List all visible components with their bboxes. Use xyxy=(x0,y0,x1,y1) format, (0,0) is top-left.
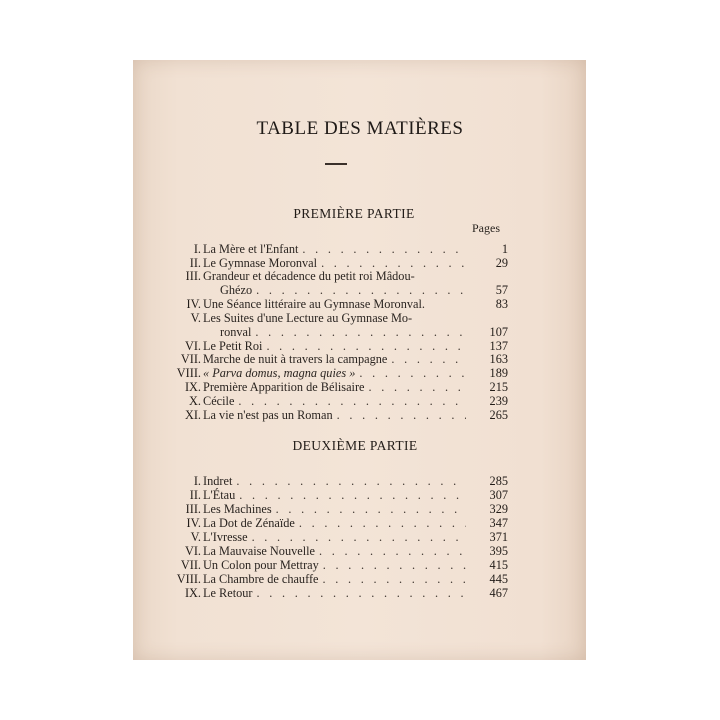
chapter-title: Le Retour xyxy=(203,586,253,600)
toc-entry xyxy=(148,502,508,516)
chapter-title: Une Séance littéraire au Gymnase Moronval. xyxy=(203,297,425,311)
chapter-title: « Parva domus, magna quies » xyxy=(203,366,356,380)
leader-dots xyxy=(319,544,466,558)
page-title: TABLE DES MATIÈRES xyxy=(256,118,464,139)
page-number: 215 xyxy=(489,380,508,394)
page-number: 395 xyxy=(489,544,508,558)
chapter-number: I. xyxy=(193,242,201,256)
page-number: 265 xyxy=(489,408,508,422)
leader-dots xyxy=(236,474,466,488)
leader-dots xyxy=(369,380,466,394)
chapter-title: Première Apparition de Bélisaire xyxy=(203,380,365,394)
part-heading-deuxieme: DEUXIÈME PARTIE xyxy=(292,438,418,453)
chapter-number: VIII. xyxy=(176,366,201,380)
toc-entry xyxy=(148,311,508,325)
toc-entry xyxy=(148,558,508,572)
chapter-title: La Mauvaise Nouvelle xyxy=(203,544,315,558)
page-number: 445 xyxy=(489,572,508,586)
page-number: 137 xyxy=(489,339,508,353)
chapter-number: II. xyxy=(189,256,201,270)
page-number: 467 xyxy=(489,586,508,600)
toc-entry xyxy=(148,544,508,558)
leader-dots xyxy=(337,408,466,422)
toc-entry xyxy=(148,586,508,600)
chapter-number: XI. xyxy=(184,408,201,422)
chapter-number: V. xyxy=(190,311,201,325)
chapter-number: IX. xyxy=(184,586,201,600)
title-divider xyxy=(325,163,347,165)
chapter-title: Un Colon pour Mettray xyxy=(203,558,319,572)
page-number: 107 xyxy=(489,325,508,339)
toc-entry xyxy=(148,530,508,544)
leader-dots xyxy=(323,572,466,586)
leader-dots xyxy=(252,530,466,544)
page-number: 415 xyxy=(489,558,508,572)
chapter-number: V. xyxy=(190,530,201,544)
chapter-number: IV. xyxy=(186,516,201,530)
chapter-title: L'Ivresse xyxy=(203,530,248,544)
pages-column-label: Pages xyxy=(472,221,500,235)
page-number: 307 xyxy=(489,488,508,502)
page-number: 163 xyxy=(489,352,508,366)
chapter-title: La Mère et l'Enfant xyxy=(203,242,299,256)
chapter-title: L'Étau xyxy=(203,488,236,502)
chapter-title: Le Petit Roi xyxy=(203,339,263,353)
page-number: 189 xyxy=(489,366,508,380)
chapter-number: VI. xyxy=(184,544,201,558)
chapter-title: La Chambre de chauffe xyxy=(203,572,319,586)
toc-entry xyxy=(148,488,508,502)
chapter-title: Cécile xyxy=(203,394,235,408)
chapter-title: Marche de nuit à travers la campagne xyxy=(203,352,388,366)
toc-entry xyxy=(148,366,508,380)
page-number: 29 xyxy=(495,256,508,270)
leader-dots xyxy=(255,325,466,339)
toc-entry-continuation xyxy=(148,283,508,297)
chapter-title: Les Suites d'une Lecture au Gymnase Mo- xyxy=(203,311,413,325)
chapter-title: Les Machines xyxy=(203,502,272,516)
toc-entry xyxy=(148,380,508,394)
leader-dots xyxy=(257,586,466,600)
chapter-title: Indret xyxy=(203,474,233,488)
toc-entry xyxy=(148,256,508,270)
leader-dots xyxy=(391,352,466,366)
toc-entry xyxy=(148,269,508,283)
leader-dots xyxy=(359,366,466,380)
toc-entry xyxy=(148,474,508,488)
chapter-number: IX. xyxy=(184,380,201,394)
chapter-number: X. xyxy=(189,394,201,408)
chapter-number: VI. xyxy=(184,339,201,353)
chapter-title: Grandeur et décadence du petit roi Mâdou- xyxy=(203,269,415,283)
toc-entry xyxy=(148,572,508,586)
chapter-number: VII. xyxy=(180,352,201,366)
chapter-title-continuation: Ghézo xyxy=(220,283,253,297)
leader-dots xyxy=(276,502,466,516)
chapter-title-continuation: ronval xyxy=(220,325,252,339)
page-number: 329 xyxy=(489,502,508,516)
chapter-title: La vie n'est pas un Roman xyxy=(203,408,333,422)
toc-entry xyxy=(148,339,508,353)
leader-dots xyxy=(321,256,466,270)
toc-entry xyxy=(148,352,508,366)
chapter-number: IV. xyxy=(186,297,201,311)
toc-entry xyxy=(148,408,508,422)
leader-dots xyxy=(266,339,466,353)
leader-dots xyxy=(299,516,466,530)
chapter-number: VIII. xyxy=(176,572,201,586)
chapter-number: II. xyxy=(189,488,201,502)
page-number: 83 xyxy=(495,297,508,311)
page-number: 57 xyxy=(495,283,508,297)
toc-entry xyxy=(148,516,508,530)
page-number: 371 xyxy=(489,530,508,544)
chapter-number: III. xyxy=(185,269,201,283)
leader-dots xyxy=(238,394,466,408)
page-number: 1 xyxy=(501,242,508,256)
page-number: 347 xyxy=(489,516,508,530)
leader-dots xyxy=(302,242,466,256)
leader-dots xyxy=(256,283,466,297)
chapter-title: Le Gymnase Moronval xyxy=(203,256,318,270)
page-number: 239 xyxy=(489,394,508,408)
part-heading-premiere: PREMIÈRE PARTIE xyxy=(293,206,415,221)
chapter-number: III. xyxy=(185,502,201,516)
toc-entry xyxy=(148,242,508,256)
chapter-number: I. xyxy=(193,474,201,488)
toc-entry-continuation xyxy=(148,325,508,339)
page-number: 285 xyxy=(489,474,508,488)
toc-entry xyxy=(148,394,508,408)
toc-entry xyxy=(148,297,508,311)
leader-dots xyxy=(323,558,466,572)
leader-dots xyxy=(239,488,466,502)
chapter-number: VII. xyxy=(180,558,201,572)
chapter-title: La Dot de Zénaïde xyxy=(203,516,295,530)
